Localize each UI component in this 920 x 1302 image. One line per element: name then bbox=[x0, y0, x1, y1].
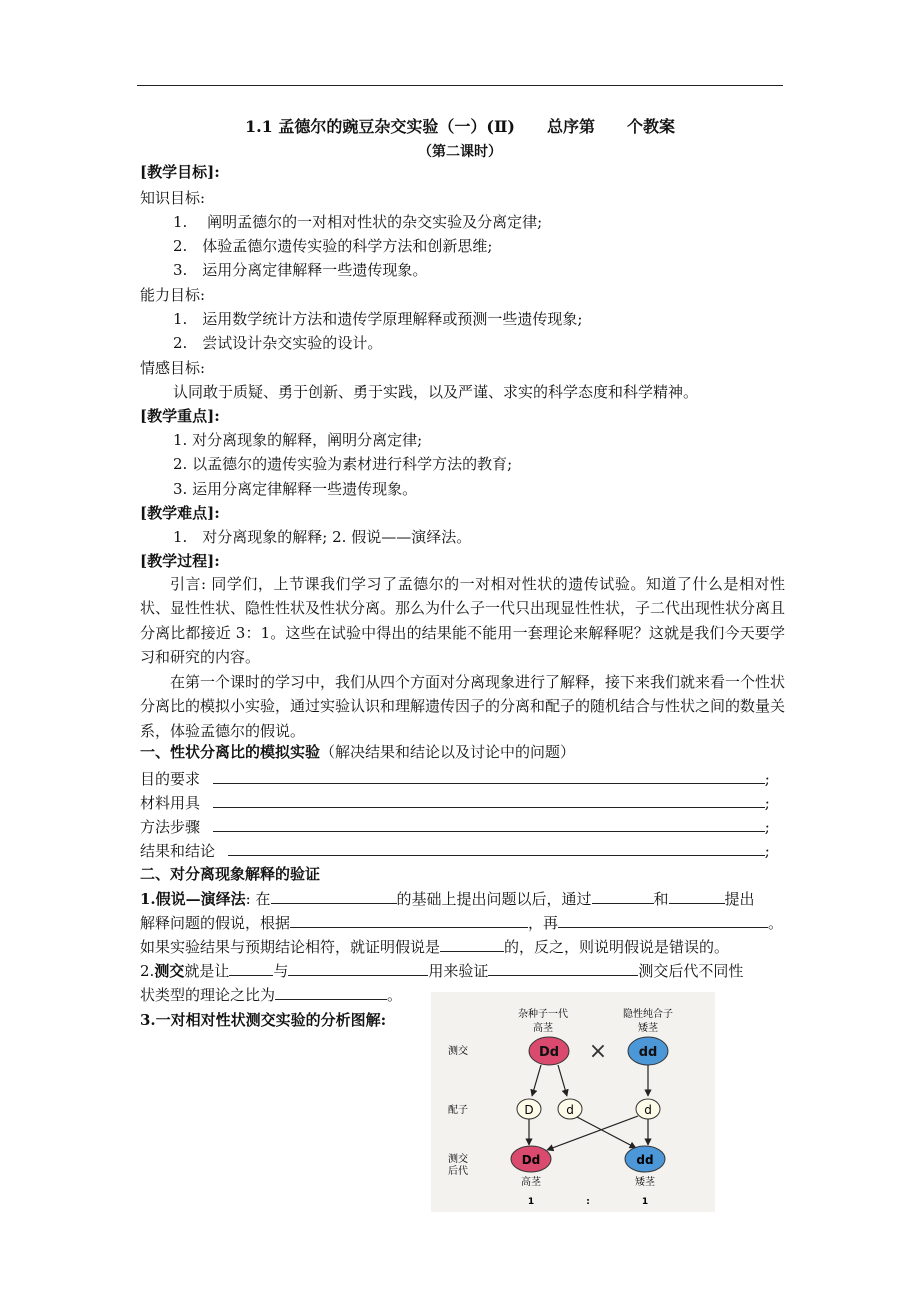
col1-sub: 高茎 bbox=[533, 1023, 553, 1034]
text-fragment: 与 bbox=[273, 962, 289, 980]
fill-end: ; bbox=[764, 770, 770, 788]
fill-row-steps bbox=[140, 816, 785, 837]
child1-label: Dd bbox=[521, 1153, 541, 1167]
text-fragment: 的，反之，则说明假说是错误的。 bbox=[504, 938, 730, 956]
process-heading: [教学过程]: bbox=[140, 552, 220, 570]
fill-label: 结果和结论 bbox=[140, 842, 216, 860]
key-points-heading: [教学重点]: bbox=[140, 407, 220, 425]
knowledge-item: 1. 阐明孟德尔的一对相对性状的杂交实验及分离定律; bbox=[173, 213, 543, 231]
fill-row-results bbox=[140, 840, 785, 861]
testcross-label: 测交 bbox=[154, 962, 185, 980]
page-title: 1.1 孟德尔的豌豆杂交实验（一）(Ⅱ) 总序第 个教案 bbox=[244, 117, 676, 136]
text-fragment: 用来验证 bbox=[428, 962, 489, 980]
row-label-testcross: 测交 bbox=[448, 1046, 468, 1057]
ability-label: 能力目标: bbox=[140, 286, 206, 304]
blank-line[interactable] bbox=[213, 768, 765, 784]
child2-phenotype: 矮茎 bbox=[635, 1177, 655, 1188]
fill-end: ; bbox=[764, 818, 770, 836]
ratio-separator: : bbox=[586, 1197, 590, 1207]
arrow bbox=[577, 1117, 636, 1148]
text-fragment: 的基础上提出问题以后，通过 bbox=[396, 890, 592, 908]
hypothesis-line1 bbox=[140, 888, 785, 909]
key-point-item: 3. 运用分离定律解释一些遗传现象。 bbox=[173, 480, 418, 498]
text-fragment: 。 bbox=[387, 986, 403, 1004]
testcross-line1 bbox=[140, 960, 785, 981]
blank-line[interactable] bbox=[213, 792, 765, 808]
process-para2: 在第一个课时的学习中，我们从四个方面对分离现象进行了解释，接下来我们就来看一个性状分离比的模拟小实验，通过实验认识和理解遗传因子的分离和配子的随机结合与性状之间的数量关系，体验孟德尔的假说。 bbox=[140, 673, 786, 740]
child2-label: dd bbox=[636, 1153, 654, 1167]
page-subtitle: （第二课时） bbox=[418, 144, 502, 160]
blank-line[interactable] bbox=[558, 912, 768, 928]
row-label-gamete: 配子 bbox=[448, 1105, 468, 1116]
parent1-label: Dd bbox=[538, 1045, 560, 1060]
blank-line[interactable] bbox=[229, 960, 273, 976]
blank-line[interactable] bbox=[488, 960, 638, 976]
arrow bbox=[532, 1065, 541, 1096]
fill-end: ; bbox=[764, 794, 770, 812]
col1-title: 杂种子一代 bbox=[518, 1009, 568, 1020]
arrow bbox=[558, 1065, 567, 1096]
row-label-offspring-b: 后代 bbox=[448, 1166, 468, 1177]
knowledge-item: 3. 运用分离定律解释一些遗传现象。 bbox=[173, 261, 428, 279]
text-fragment: 提出 bbox=[724, 890, 755, 908]
blank-line[interactable] bbox=[288, 960, 428, 976]
ratio-right: 1 bbox=[641, 1197, 649, 1207]
blank-line[interactable] bbox=[592, 888, 654, 904]
blank-line[interactable] bbox=[213, 816, 765, 832]
text-fragment: : 在 bbox=[245, 890, 271, 908]
section1-note: （解决结果和结论以及讨论中的问题） bbox=[320, 743, 576, 761]
ability-item: 1. 运用数学统计方法和遗传学原理解释或预测一些遗传现象; bbox=[173, 310, 583, 328]
emotion-label: 情感目标: bbox=[140, 359, 206, 377]
fill-label: 方法步骤 bbox=[140, 818, 201, 836]
key-point-item: 2. 以孟德尔的遗传实验为素材进行科学方法的教育; bbox=[173, 455, 513, 473]
knowledge-item: 2. 体验孟德尔遗传实验的科学方法和创新思维; bbox=[173, 237, 493, 255]
blank-line[interactable] bbox=[290, 912, 528, 928]
blank-line[interactable] bbox=[440, 936, 504, 952]
section2-heading: 二、对分离现象解释的验证 bbox=[140, 865, 321, 883]
testcross-diagram bbox=[431, 992, 715, 1212]
text-fragment: 就是让 bbox=[184, 962, 230, 980]
difficulties-heading: [教学难点]: bbox=[140, 504, 220, 522]
emotion-text: 认同敢于质疑、勇于创新、勇于实践，以及严谨、求实的科学态度和科学精神。 bbox=[173, 383, 699, 401]
text-fragment: 2. bbox=[140, 962, 155, 980]
text-fragment: 状类型的理论之比为 bbox=[140, 986, 276, 1004]
fill-end: ; bbox=[764, 842, 770, 860]
section1-heading bbox=[140, 742, 575, 762]
hypothesis-label: 1.假说—演绎法 bbox=[140, 890, 246, 908]
col2-title: 隐性纯合子 bbox=[623, 1009, 673, 1020]
blank-line[interactable] bbox=[228, 840, 765, 856]
text-fragment: 测交后代不同性 bbox=[638, 962, 744, 980]
hypothesis-line3 bbox=[140, 936, 785, 957]
row-label-offspring-a: 测交 bbox=[448, 1154, 468, 1165]
knowledge-label: 知识目标: bbox=[140, 189, 206, 207]
text-fragment: 和 bbox=[653, 890, 669, 908]
text-fragment: ，再 bbox=[528, 914, 559, 932]
ratio-left: 1 bbox=[527, 1197, 535, 1207]
text-fragment: 。 bbox=[768, 914, 784, 932]
cross-symbol: × bbox=[588, 1039, 608, 1064]
blank-line[interactable] bbox=[669, 888, 725, 904]
fill-row-materials bbox=[140, 792, 785, 813]
hypothesis-line2 bbox=[140, 912, 785, 933]
fill-label: 材料用具 bbox=[140, 794, 201, 812]
arrow bbox=[547, 1116, 638, 1150]
gamete2-label: d bbox=[566, 1103, 574, 1117]
child1-phenotype: 高茎 bbox=[521, 1177, 541, 1188]
key-point-item: 1. 对分离现象的解释，阐明分离定律; bbox=[173, 431, 423, 449]
text-fragment: 如果实验结果与预期结论相符，就证明假说是 bbox=[140, 938, 441, 956]
blank-line[interactable] bbox=[275, 984, 387, 1000]
col2-sub: 矮茎 bbox=[638, 1023, 658, 1034]
ability-item: 2. 尝试设计杂交实验的设计。 bbox=[173, 334, 383, 352]
header-rule bbox=[137, 85, 783, 86]
blank-line[interactable] bbox=[271, 888, 397, 904]
objectives-heading: [教学目标]: bbox=[140, 163, 220, 181]
difficulties-text: 1. 对分离现象的解释; 2. 假说——演绎法。 bbox=[173, 528, 472, 546]
fill-row-purpose bbox=[140, 768, 785, 789]
diagram-caption: 3.一对相对性状测交实验的分析图解: bbox=[140, 1011, 387, 1029]
fill-label: 目的要求 bbox=[140, 770, 201, 788]
process-intro: 引言: 同学们，上节课我们学习了孟德尔的一对相对性状的遗传试验。知道了什么是相对性状、显性性状、隐性性状及性状分离。那么为什么子一代只出现显性性状，子二代出现性状分离且分离比都接近 3：1。这些在试验中得出的结果能不能用一套理论来解释呢？这就是我们今天要学习和研究的内容。 bbox=[140, 575, 786, 667]
parent2-label: dd bbox=[638, 1045, 658, 1060]
gamete3-label: d bbox=[644, 1103, 652, 1117]
text-fragment: 解释问题的假说，根据 bbox=[140, 914, 291, 932]
gamete1-label: D bbox=[524, 1103, 534, 1117]
section1-title: 一、性状分离比的模拟实验 bbox=[140, 743, 321, 761]
